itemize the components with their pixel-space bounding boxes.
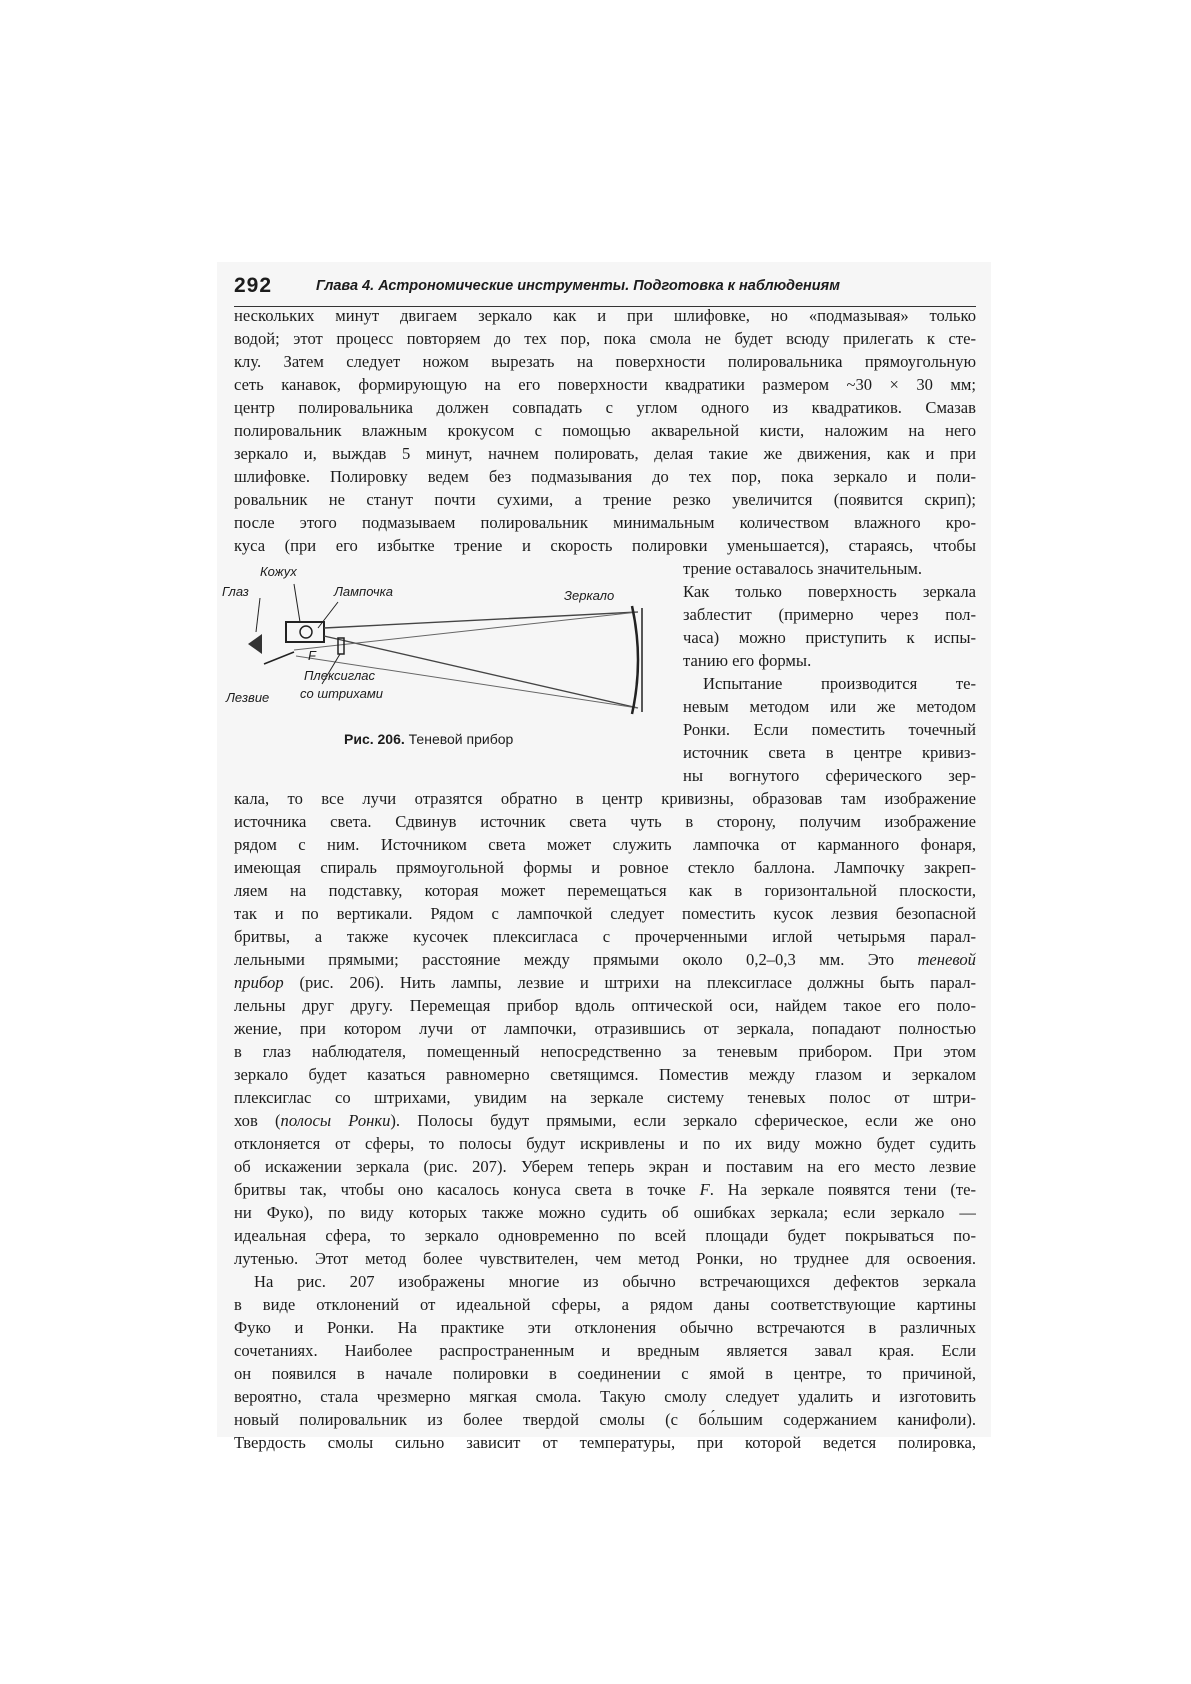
page-header [234, 274, 976, 307]
eye-symbol [248, 634, 262, 654]
text-line: трение оставалось значительным. [683, 559, 922, 578]
label-blade: Лезвие [226, 690, 270, 705]
lamp-bulb [300, 626, 312, 638]
text-line: водой; этот процесс повторяем до тех пор, пока смола не будет всюду прилегать к сте- [234, 329, 976, 348]
text-line: бритвы, а также кусочек плексигласа с прочерченными иглой четырьмя парал- [234, 927, 976, 946]
text-line [234, 971, 976, 994]
text-line: На рис. 207 изображены многие из обычно встречающихся дефектов зеркала [254, 1272, 976, 1291]
label-with-lines: со штрихами [300, 686, 384, 701]
text-line: ни Фуко), по виду которых также можно судить об ошибках зеркала; если зеркало — [234, 1203, 976, 1222]
text-segment: (рис. 206). Нить лампы, лезвие и штрихи на плексигласе должны быть парал- [283, 973, 976, 992]
text-line: танию его формы. [683, 651, 812, 670]
text-line: ны вогнутого сферического зер- [683, 766, 976, 785]
text-line: лельны друг другу. Перемещая прибор вдоль оптической оси, найдем такое его поло- [234, 996, 976, 1015]
text-line: Ронки. Если поместить точечный [683, 720, 976, 739]
figure-caption [344, 731, 513, 747]
text-line: ляем на подставку, которая может перемещаться как в горизонтальной плоскости, [234, 881, 976, 900]
text-line: идеальная сфера, то зеркало одновременно по всей площади будет покрываться по- [234, 1226, 976, 1245]
running-title: Глава 4. Астрономические инструменты. Подготовка к наблюдениям [316, 278, 840, 294]
text-line: ровальник не станут почти сухими, а трение резко увеличится (появится скрип); [234, 490, 976, 509]
text-line: полировальник влажным крокусом с помощью акварельной кисти, наложим на него [234, 421, 976, 440]
italic-term: теневой [917, 950, 976, 969]
text-line: зеркало и, выждав 5 минут, начнем полировать, делая такие же движения, как и при [234, 444, 976, 463]
text-line: так и по вертикали. Рядом с лампочкой следует поместить кусок лезвия безопасной [234, 904, 976, 923]
text-line [234, 1178, 976, 1201]
label-focus: F [308, 648, 316, 663]
eye-pointer [256, 598, 260, 632]
label-casing: Кожух [260, 564, 297, 579]
text-line: часа) можно приступить к испы- [683, 628, 976, 647]
text-line: жение, при котором лучи от лампочки, отразившись от зеркала, попадают полностью [234, 1019, 976, 1038]
text-line: рядом с ним. Источником света может служить лампочка от карманного фонаря, [234, 835, 976, 854]
text-line: Фуко и Ронки. На практике эти отклонения обычно встречаются в различных [234, 1318, 976, 1337]
caption-text: Теневой прибор [408, 731, 514, 747]
text-line: после этого подмазываем полировальник минимальным количеством влажного кро- [234, 513, 976, 532]
text-line: Испытание производится те- [703, 674, 976, 693]
casing-pointer [294, 584, 300, 622]
figure-shadow-device [222, 564, 664, 722]
text-segment: хов ( [234, 1111, 281, 1130]
text-line: Как только поверхность зеркала [683, 582, 976, 601]
text-line: центр полировальника должен совпадать с углом одного из квадратиков. Смазав [234, 398, 976, 417]
caption-number: Рис. 206. [344, 731, 405, 747]
text-line: клу. Затем следует ножом вырезать на поверхности полировальника прямоугольную [234, 352, 976, 371]
label-lamp: Лампочка [334, 584, 393, 599]
text-line: заблестит (примерно через пол- [683, 605, 976, 624]
text-line: имеющая спираль прямоугольной формы и ровное стекло баллона. Лампочку закреп- [234, 858, 976, 877]
text-line: кала, то все лучи отразятся обратно в центр кривизны, образовав там изображение [234, 789, 976, 808]
text-line: отклоняется от сферы, то полосы будут искривлены и по их виду можно будет судить [234, 1134, 976, 1153]
label-eye: Глаз [222, 584, 249, 599]
text-line: нескольких минут двигаем зеркало как и при шлифовке, но «подмазывая» только [234, 306, 976, 325]
text-segment: бритвы так, чтобы оно касалось конуса света в точке [234, 1180, 700, 1199]
text-line: он появился в начале полировки в соединении с ямой в центре, то причиной, [234, 1364, 976, 1383]
text-line: Твердость смолы сильно зависит от температуры, при которой ведется полировка, [234, 1433, 976, 1452]
text-segment: лельными прямыми; расстояние между прямыми около 0,2–0,3 мм. Это [234, 950, 895, 969]
text-line: лутенью. Этот метод более чувствителен, чем метод Ронки, но труднее для освоения. [234, 1249, 976, 1268]
italic-symbol: F [699, 1180, 710, 1199]
text-line: плексиглас со штрихами, увидим на зеркале систему теневых полос от штри- [234, 1088, 976, 1107]
text-segment: ). Полосы будут прямыми, если зеркало сферическое, если же оно [390, 1111, 976, 1130]
text-line: новый полировальник из более твердой смолы (с бо́льшим содержанием канифоли). [234, 1410, 976, 1429]
text-line: источника света. Сдвинув источник света чуть в сторону, получим изображение [234, 812, 976, 831]
text-line [234, 1109, 976, 1132]
text-line [234, 948, 976, 971]
blade-pointer [264, 652, 294, 664]
text-line: вероятно, стала чрезмерно мягкая смола. Такую смолу следует удалить и изготовить [234, 1387, 976, 1406]
italic-term: прибор [234, 973, 284, 992]
text-line: об искажении зеркала (рис. 207). Уберем теперь экран и поставим на его место лезвие [234, 1157, 976, 1176]
text-line: в виде отклонений от идеальной сферы, а рядом даны соответствующие картины [234, 1295, 976, 1314]
casing-box [286, 622, 324, 642]
page-number: 292 [234, 274, 273, 297]
text-line: сочетаниях. Наиболее распространенным и вредным является завал края. Если [234, 1341, 976, 1360]
label-mirror: Зеркало [564, 588, 615, 603]
mirror-surface [632, 606, 638, 714]
text-line: сеть канавок, формирующую на его поверхности квадратики размером ~30 × 30 мм; [234, 375, 976, 394]
lamp-pointer [318, 602, 338, 628]
text-line: в глаз наблюдателя, помещенный непосредственно за теневым прибором. При этом [234, 1042, 976, 1061]
italic-term: полосы Ронки [280, 1111, 391, 1130]
text-segment: . На зеркале появятся тени (те- [709, 1180, 976, 1199]
text-line: куса (при его избытке трение и скорость полировки уменьшается), стараясь, чтобы [234, 536, 976, 555]
text-line: невым методом или же методом [683, 697, 976, 716]
text-line: шлифовке. Полировку ведем без подмазывания до тех пор, пока зеркало и поли- [234, 467, 976, 486]
label-plexiglass: Плексиглас [304, 668, 376, 683]
text-line: источник света в центре кривиз- [683, 743, 976, 762]
text-line: зеркало будет казаться равномерно светящимся. Поместив между глазом и зеркалом [234, 1065, 976, 1084]
